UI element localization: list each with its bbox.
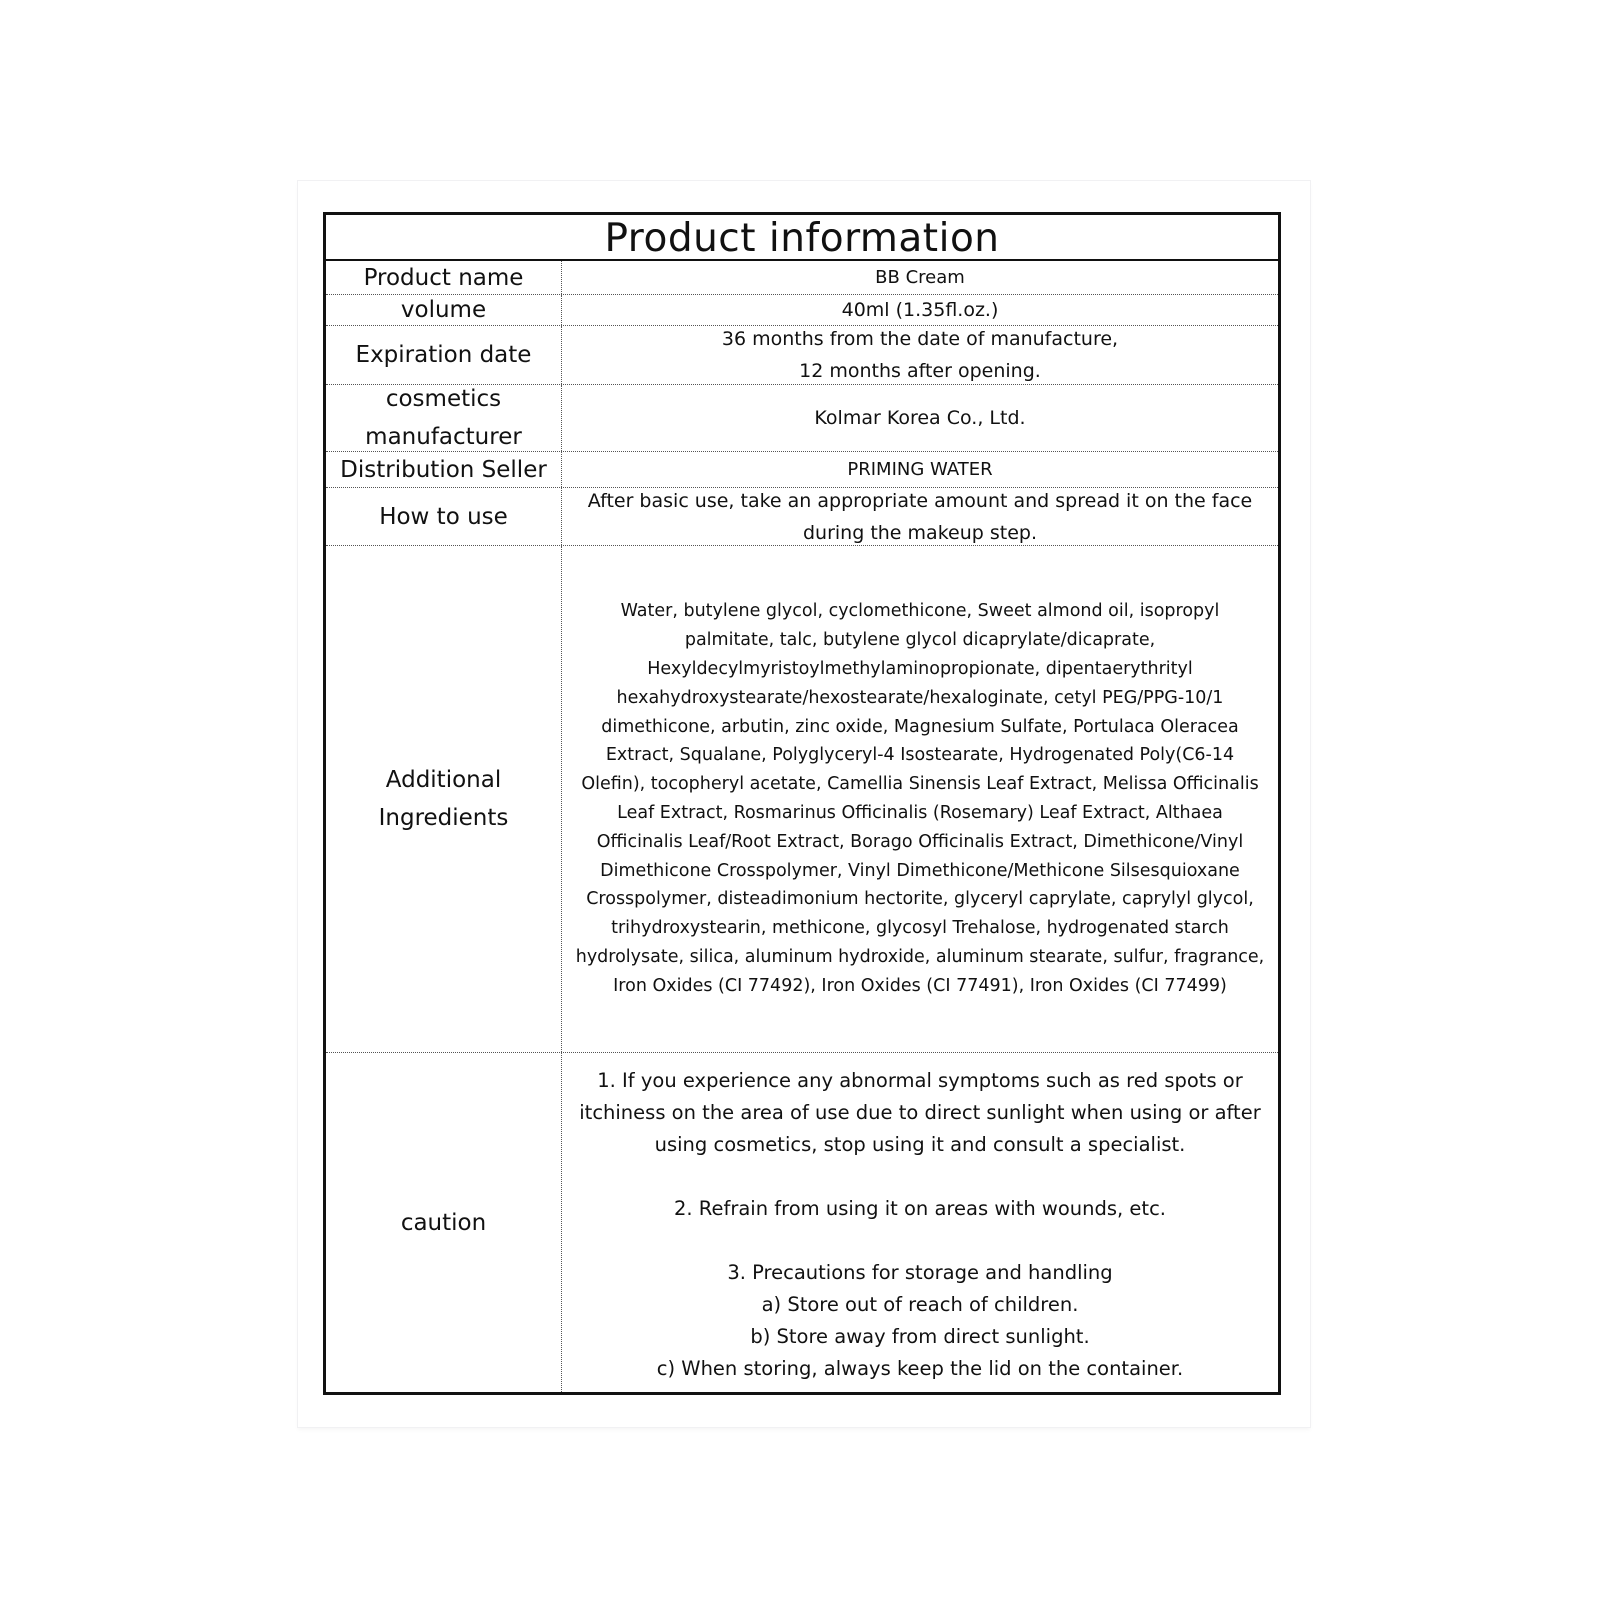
- caution-item-1: 1. If you experience any abnormal symptoms such as red spots or itchiness on the area of use due to direct sunlight when using or after using cosmetics, stop using it and consult a specialist.: [579, 1069, 1261, 1156]
- caution-spacer: [572, 1225, 1268, 1257]
- table-row-how-to-use: [326, 488, 1278, 546]
- caution-spacer: [572, 1161, 1268, 1193]
- table-row-distribution-seller: [326, 452, 1278, 488]
- value-ingredients: Water, butylene glycol, cyclomethicone, Sweet almond oil, isopropyl palmitate, talc, butylene glycol dicaprylate/dicaprate, Hexyldecylmyristoylmethylaminopropionate, dipentaerythrityl hexahydroxystearate/hexostearate/hexaloginate, cetyl PEG/PPG-10/1 dimethicone, arbutin, zinc oxide, Magnesium Sulfate, Portulaca Oleracea Extract, Squalane, Polyglyceryl-4 Isostearate, Hydrogenated Poly(C6-14 Olefin), tocopheryl acetate, Camellia Sinensis Leaf Extract, Melissa Officinalis Leaf Extract, Rosmarinus Officinalis (Rosemary) Leaf Extract, Althaea Officinalis Leaf/Root Extract, Borago Officinalis Extract, Dimethicone/Vinyl Dimethicone Crosspolymer, Vinyl Dimethicone/Methicone Silsesquioxane Crosspolymer, disteadimonium hectorite, glyceryl caprylate, caprylyl glycol, trihydroxystearin, methicone, glycosyl Trehalose, hydrogenated starch hydrolysate, silica, aluminum hydroxide, aluminum stearate, sulfur, fragrance, Iron Oxides (CI 77492), Iron Oxides (CI 77491), Iron Oxides (CI 77499): [575, 601, 1265, 996]
- caution-item-3a: a) Store out of reach of children.: [761, 1293, 1079, 1316]
- table-row-expiration-date: [326, 326, 1278, 385]
- manufacturer-label-line-1: cosmetics: [385, 386, 502, 412]
- label-volume: volume: [326, 295, 562, 325]
- caution-item-3-heading: 3. Precautions for storage and handling: [727, 1261, 1113, 1284]
- product-information-table: [323, 212, 1281, 1395]
- value-expiration-date: [562, 326, 1278, 384]
- value-distribution-seller: PRIMING WATER: [847, 458, 993, 480]
- label-product-name: Product name: [326, 261, 562, 294]
- table-row-volume: [326, 295, 1278, 326]
- caution-item-3b: b) Store away from direct sunlight.: [750, 1325, 1090, 1348]
- expiration-line-1: 36 months from the date of manufacture,: [721, 328, 1119, 350]
- table-row-caution: [326, 1053, 1278, 1392]
- caution-item-3c: c) When storing, always keep the lid on the container.: [656, 1357, 1184, 1380]
- expiration-line-2: 12 months after opening.: [799, 360, 1041, 382]
- table-row-product-name: [326, 261, 1278, 295]
- label-distribution-seller: Distribution Seller: [326, 452, 562, 487]
- ingredients-label-line-2: Ingredients: [378, 805, 509, 831]
- value-caution: [562, 1053, 1278, 1392]
- value-product-name: BB Cream: [875, 266, 965, 288]
- table-row-manufacturer: [326, 385, 1278, 452]
- label-how-to-use: How to use: [326, 488, 562, 545]
- value-manufacturer: Kolmar Korea Co., Ltd.: [814, 407, 1026, 429]
- ingredients-label-line-1: Additional: [385, 767, 502, 793]
- label-expiration-date: Expiration date: [326, 326, 562, 384]
- table-row-ingredients: [326, 546, 1278, 1053]
- caution-item-2: 2. Refrain from using it on areas with wounds, etc.: [674, 1197, 1166, 1220]
- label-manufacturer: [326, 385, 562, 451]
- manufacturer-label-line-2: manufacturer: [365, 424, 522, 450]
- label-caution: caution: [326, 1053, 562, 1392]
- value-how-to-use: After basic use, take an appropriate amount and spread it on the face during the makeup step.: [587, 489, 1253, 544]
- value-volume: 40ml (1.35fl.oz.): [841, 299, 999, 321]
- label-ingredients: [326, 546, 562, 1052]
- table-title: Product information: [326, 215, 1278, 261]
